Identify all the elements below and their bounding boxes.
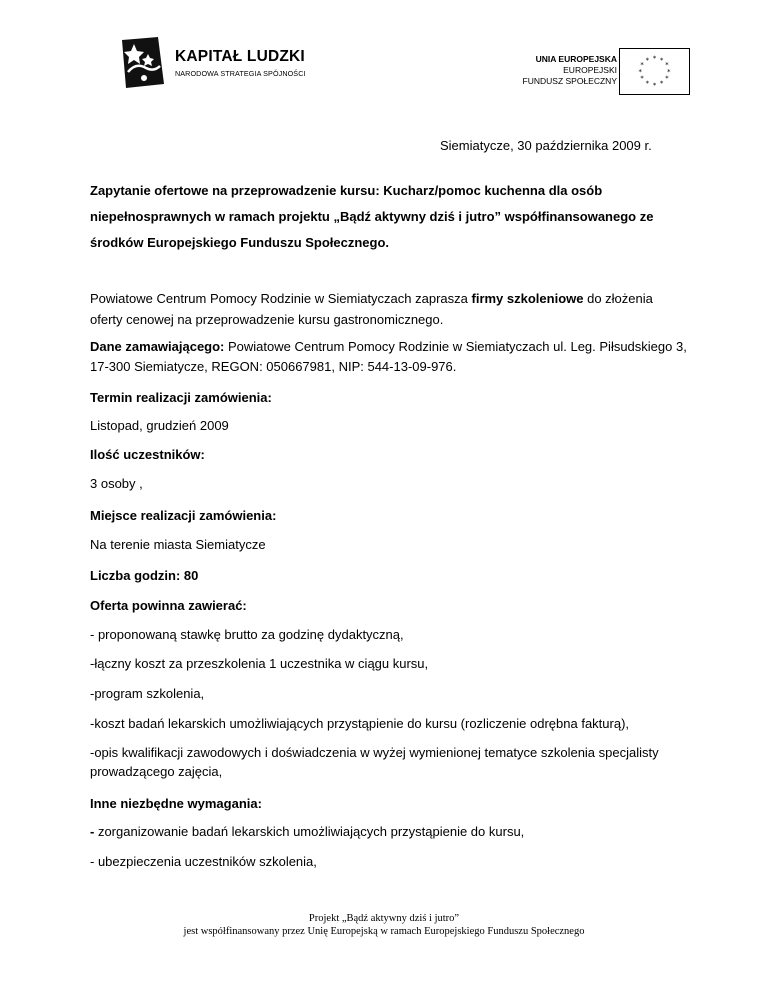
document-title-line-3: środków Europejskiego Funduszu Społecznego. [90,235,390,250]
svg-text:*: * [640,74,644,83]
eu-line-1: UNIA EUROPEJSKA [535,54,617,64]
eu-flag-icon [619,48,690,95]
svg-text:*: * [665,61,669,70]
term-value: Listopad, grudzień 2009 [90,418,229,433]
intro-line-2: oferty cenowej na przeprowadzenie kursu gastronomicznego. [90,312,444,327]
requirements-item-2: - ubezpieczenia uczestników szkolenia, [90,854,317,869]
participants-value: 3 osoby , [90,476,143,491]
svg-text:*: * [645,79,649,88]
document-date: Siemiatycze, 30 października 2009 r. [440,138,652,153]
offer-item-5-line-1: -opis kwalifikacji zawodowych i doświadczenia w wyżej wymienionej tematyce szkolenia specjalisty [90,745,659,760]
offer-item-3: -program szkolenia, [90,686,205,701]
contracting-party-label: Dane zamawiającego: [90,339,225,354]
svg-text:*: * [667,67,671,76]
svg-text:*: * [638,67,642,76]
svg-text:*: * [652,54,657,63]
kapital-ludzki-emblem-icon [118,34,166,90]
offer-item-4: -koszt badań lekarskich umożliwiających przystąpienie do kursu (rozliczenie odrębna fakturą), [90,716,630,731]
offer-item-5-line-2: prowadzącego zajęcia, [90,764,223,779]
document-title-line-1: Zapytanie ofertowe na przeprowadzenie kursu: Kucharz/pomoc kuchenna dla osób [90,183,603,198]
eu-line-2: EUROPEJSKI [563,65,617,75]
intro-bold: firmy szkoleniowe [471,291,584,306]
intro-text-end: do złożenia [583,291,653,306]
kapital-ludzki-logo [118,34,348,96]
svg-text:*: * [660,56,664,65]
participants-label: Ilość uczestników: [90,447,205,462]
svg-text:*: * [665,74,669,83]
offer-label: Oferta powinna zawierać: [90,598,247,613]
term-label: Termin realizacji zamówienia: [90,390,272,405]
contracting-party-text: Powiatowe Centrum Pomocy Rodzinie w Siemiatyczach ul. Leg. Piłsudskiego 3, [224,339,687,354]
hours-label: Liczba godzin: 80 [90,568,199,583]
logo-subtitle: NARODOWA STRATEGIA SPÓJNOŚCI [175,69,306,78]
document-title-line-2: niepełnosprawnych w ramach projektu „Bądź aktywny dziś i jutro” współfinansowanego ze [90,209,654,224]
requirements-item-1 [90,821,524,842]
contracting-party-line-1 [90,336,687,357]
eu-logo [500,48,690,98]
place-label: Miejsce realizacji zamówienia: [90,508,277,523]
requirements-item-1-text: zorganizowanie badań lekarskich umożliwiających przystąpienie do kursu, [94,824,525,839]
logo-title: KAPITAŁ LUDZKI [175,48,305,65]
requirements-item-1-dash: - [90,824,95,839]
intro-line-1 [90,288,653,309]
place-value: Na terenie miasta Siemiatycze [90,537,266,552]
svg-text:*: * [645,56,649,65]
footer-line-2: jest współfinansowany przez Unię Europejską w ramach Europejskiego Funduszu Społecznego [183,926,585,937]
svg-text:*: * [640,61,644,70]
intro-text: Powiatowe Centrum Pomocy Rodzinie w Siemiatyczach zaprasza [90,291,472,306]
offer-item-1: - proponowaną stawkę brutto za godzinę dydaktyczną, [90,627,404,642]
svg-text:*: * [652,81,657,90]
footer-line-1: Projekt „Bądź aktywny dziś i jutro” [308,913,460,924]
eu-line-3: FUNDUSZ SPOŁECZNY [522,76,617,86]
eu-text [523,54,617,87]
svg-text:*: * [660,79,664,88]
requirements-label: Inne niezbędne wymagania: [90,796,262,811]
contracting-party-line-2: 17-300 Siemiatycze, REGON: 050667981, NIP: 544-13-09-976. [90,359,457,374]
offer-item-2: -łączny koszt za przeszkolenia 1 uczestnika w ciągu kursu, [90,656,429,671]
